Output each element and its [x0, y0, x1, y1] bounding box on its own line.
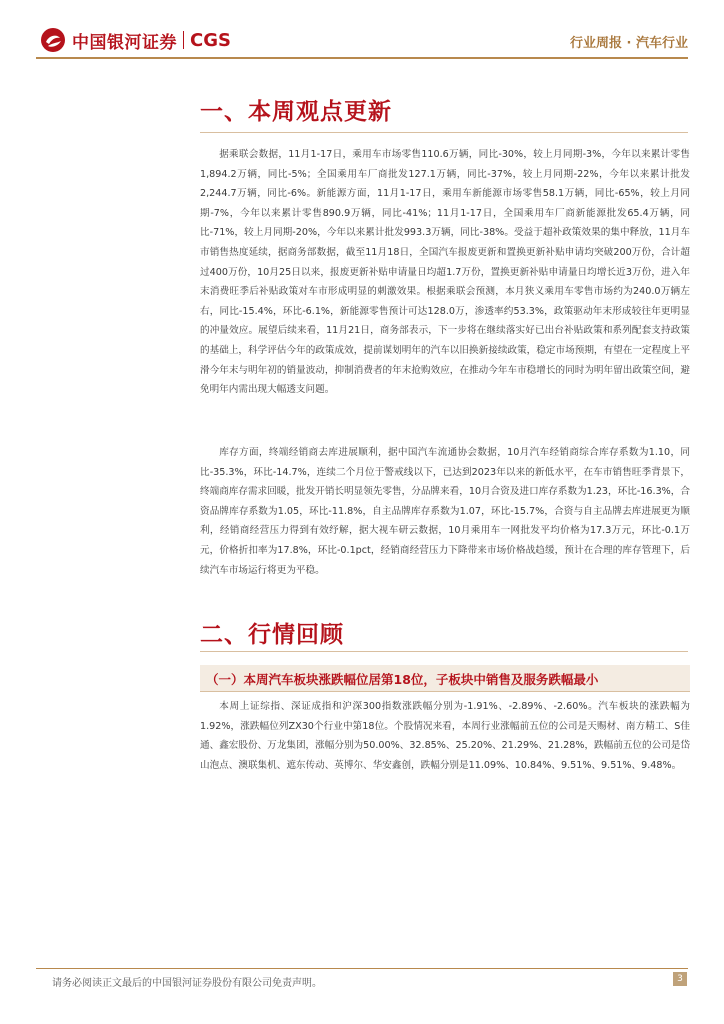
- footer-divider: [36, 968, 688, 969]
- section1-rule: [200, 132, 688, 133]
- section2-rule: [200, 651, 688, 652]
- section1-title: 一、本周观点更新: [200, 99, 392, 125]
- subsection-heading: [200, 665, 690, 692]
- header-divider: [36, 57, 688, 59]
- section2-paragraph: 本周上证综指、深证成指和沪深300指数涨跌幅分别为-1.91%、-2.89%、-2.60%。汽车板块的涨跌幅为1.92%，涨跌幅位列ZX30个行业中第18位。个股情况来看，本周行业涨幅前五位的公司是天赐材、南方精工、S佳通、鑫宏股份、万龙集团，涨幅分别为50.00%、32.85%、25.20%、21.29%、21.28%，跌幅前五位的公司是岱山泡点、澳联集机、遮东传动、英博尔、华安鑫创，跌幅分别是11.09%、10.84%、9.51%、9.51%、9.48%。: [200, 701, 690, 771]
- section1-paragraph-1: 据乘联会数据，11月1-17日，乘用车市场零售110.6万辆，同比-30%，较上月同期-3%，今年以来累计零售1,894.2万辆，同比-5%；全国乘用车厂商批发127.1万辆，同比-37%，较上月同期-22%，今年以来累计批发2,244.7万辆，同比-6%。新能源方面，11月1-17日，乘用车新能源市场零售58.1万辆，同比-65%，较上月同期-7%，今年以来累计零售890.9万辆，同比-41%；11月1-17日，全国乘用车厂商新能源批发65.4万辆，同比-71%，较上月同期-20%，今年以来累计批发993.3万辆，同比-38%。受益于超补政策效果的集中释放，11月车市销售热度延续，据商务部数据，截至11月18日，全国汽车报废更新和置换更新补贴申请均突破200万份，合计超过400万份，10月25日以来，报废更新补贴申请量日均超1.7万份，置换更新补贴申请量日均增长近3万份，进入年末消费旺季后补贴政策对车市形成明显的刺激效果。根据乘联会预测，本月狭义乘用车零售市场约为240.0万辆左右，同比-15.4%，环比-6.1%，新能源零售预计可达128.0万，渗透率约53.3%，政策驱动年末形成较往年更明显的冲量效应。展望后续来看，11月21日，商务部表示，下一步将在继续落实好已出台补贴政策和系列配套支持政策的基础上，科学评估今年的政策成效，提前谋划明年的汽车以旧换新接续政策，稳定市场预期，有望在一定程度上平滑今年末与明年初的销量波动，抑制消费者的年末抢购效应，在推动今年车市稳增长的同时为明年留出政策空间，避免明年内需出现大幅透支问题。: [200, 149, 690, 396]
- brand-name-cn: 中国银河证券: [72, 32, 177, 53]
- brand-name-en: CGS: [190, 29, 231, 51]
- cgs-logo-icon: [40, 27, 66, 53]
- brand-divider: [183, 31, 184, 49]
- cgs-logo: [40, 24, 231, 56]
- footer-disclaimer: 请务必阅读正文最后的中国银河证券股份有限公司免责声明。: [52, 978, 322, 989]
- page-header: [0, 0, 724, 66]
- section2-title: 二、行情回顾: [200, 622, 344, 648]
- subsection-title: （一）本周汽车板块涨跌幅位居第18位，子板块中销售及服务跌幅最小: [206, 672, 599, 687]
- report-category: 行业周报 · 汽车行业: [570, 36, 688, 51]
- section1-paragraph-2: 库存方面，终端经销商去库进展顺利，据中国汽车流通协会数据，10月汽车经销商综合库存系数为1.10，同比-35.3%，环比-14.7%，连续二个月位于警戒线以下，已达到2023年以来的新低水平，在车市销售旺季背景下，终端商库存需求回暖，批发开销长明显领先零售，分品牌来看，10月合资及进口库存系数为1.23，环比-16.3%，合资品牌库存系数为1.05，环比-11.8%，自主品牌库存系数为1.07，环比-15.7%，合资与自主品牌去库进展更为顺利，经销商经营压力得到有效纾解，据大视车研云数据，10月乘用车一网批发平均价格为17.3万元，环比-0.1万元，价格折扣率为17.8%，环比-0.1pct，经销商经营压力下降带来市场价格战趋缓，预计在合理的库存管理下，后续汽车市场运行将更为平稳。: [200, 447, 690, 576]
- page-number: 3: [673, 972, 687, 986]
